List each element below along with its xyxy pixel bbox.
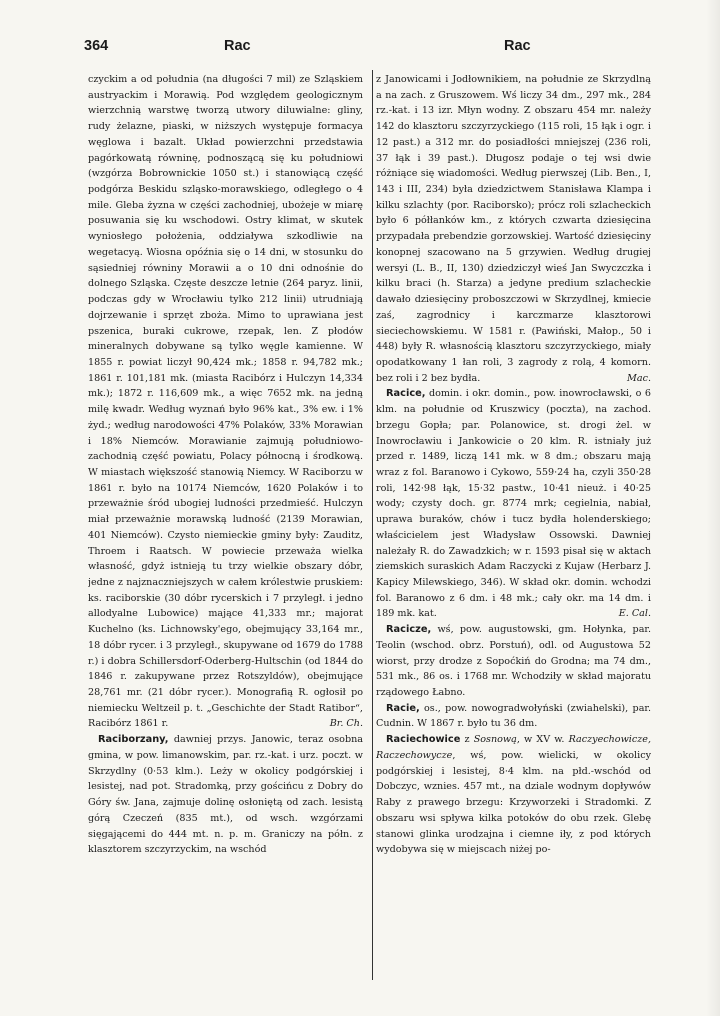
page-header	[84, 38, 646, 58]
entry-raciborzany	[88, 732, 363, 858]
column-divider	[372, 70, 373, 980]
entry-text: z	[460, 734, 474, 746]
entry-italic-name: Raczyechowicze, Raczechowycze	[376, 734, 651, 761]
entry-headword: Raciborzany,	[98, 734, 169, 746]
author-signature: E. Cal.	[618, 608, 651, 620]
entry-racicze	[376, 622, 651, 701]
entry-continuation	[88, 72, 363, 732]
entry-headword: Racie,	[386, 702, 420, 714]
entry-text: os., pow. nowogradwołyński (zwiahelski), par. Cudnin. W 1867 r. było tu 36 dm.	[376, 702, 651, 730]
right-column	[376, 72, 651, 982]
entry-headword: Racicze,	[386, 624, 432, 636]
author-signature: Mac.	[627, 372, 651, 384]
entry-headword: Racice,	[386, 388, 426, 400]
entry-text: z Janowicami i Jodłownikiem, na południe ze Skrzydlną a na zach. z Gruszowem. Wś liczy 34 dm., 297 mk., 284 rz.-kat. i 13 izr. Młyn wodny. Z obszaru 454 mr. należy 142 do klasztoru szczyrzyckiego (115 roli, 15 łąk i ogr. i 12 past.) a 312 mr. do posiadłości mniejszej (236 roli, 37 łąk i 39 past.). Długosz podaje o tej wsi dwie różniące się wiadomości. Według pierwszej (Lib. Ben., I, 143 i III, 234) była dziedzictwem Stanisława Klampa i kilku szlachty (por. Raciborsko); prócz roli szlacheckich było 6 półłanków km., z których czwarta dziesięcina przypadała prebendzie gorzowskiej. Wartość dziesięciny konopnej szacowano na 5 grzywien. Według drugiej wersyi (L. B., II, 130) dziedziczył wieś Jan Swyczczka i kilku braci (h. Starza) a jedyne predium szlacheckie dawało dziesięciny proboszczowi w Skrzydlnej, kmiecie zaś, zagrodnicy i karczmarze klasztorowi sieciechowskiemu. W 1581 r. (Pawiński, Małop., 50 i 448) były R. własnością klasztoru szczyrzyckiego, miały opodatkowany 1 łan roli, 3 zagrody z rolą, 4 komorn. bez roli i 2 bez bydła.	[376, 74, 651, 384]
entry-continuation	[376, 72, 651, 386]
entry-text: domin. i okr. domin., pow. inowrocławski, o 6 klm. na południe od Kruszwicy (poczta), na zachod. brzegu Gopła; par. Polanowice, st. drogi żel. w Inowrocławiu i Jankowicie o 20 klm. R. istniały już przed r. 1489, liczą 141 mk. w 8 dm.; obszaru mają wraz z fol. Baranowo i Cykowo, 559·24 ha, czyli 350·28 roli, 142·98 łąk, 15·32 pastw., 10·41 nieuż. i 40·25 wody; czysty doch. gr. 8774 mrk; cegielnia, nabiał, uprawa buraków, chów i tucz bydła holenderskiego; właścicielem jest Władysław Ossowski. Dawniej należały R. do Zawadzkich; w r. 1593 pisał się w aktach ziemskich suraskich Adam Raczycki z Kujaw (Herbarz J. Kapicy Milewskiego, 346). W skład okr. domin. wchodzi fol. Baranowo z 6 dm. i 48 mk.; cały okr. ma 14 dm. i 189 mk. kat.	[376, 388, 651, 620]
page-number: 364	[84, 38, 109, 54]
entry-racice	[376, 386, 651, 622]
scan-edge-shadow	[706, 0, 720, 1016]
running-head-left: Rac	[224, 38, 251, 54]
entry-raciechowice	[376, 732, 651, 858]
entry-text: , wś, pow. wielicki, w okolicy podgórskiej i lesistej, 8·4 klm. na płd.-wschód od Dobczyc, wznies. 457 mt., na dziale wodnym dopływów Raby z prawego brzegu: Krzyworzeki i Stradomki. Z obszaru wsi spływa kilka potoków do obu rzek. Glebę stanowi glinka urodzajna i ciemne iły, z pod których wydobywa się w miejscach niżej po-	[376, 749, 651, 856]
entry-text: wś, pow. augustowski, gm. Hołynka, par. Teolin (wschod. obrz. Porstuń), odl. od Augustowa 52 wiorst, przy drodze z Sopoćkiń do Grodna; ma 74 dm., 531 mk., 86 os. i 1768 mr. Wchodziły w skład majoratu rządowego Łabno.	[376, 624, 651, 699]
entry-headword: Raciechowice	[386, 734, 461, 746]
entry-italic-name: Sosnową	[473, 734, 517, 746]
running-head-right: Rac	[504, 38, 531, 54]
author-signature: Br. Ch.	[329, 718, 363, 730]
entry-racie	[376, 701, 651, 732]
entry-text: dawniej przys. Janowic, teraz osobna gmina, w pow. limanowskim, par. rz.-kat. i urz. poczt. w Skrzydlny (0·53 klm.). Leży w okolicy podgórskiej i lesistej, nad pot. Stradomką, przy gościńcu z Dobry do Góry św. Jana, zajmuje dolinę osłoniętą od zach. lesistą górą Czeczeń (835 mt.), od wsch. wzgórzami sięgającemi do 444 mt. n. p. m. Graniczy na półn. z klasztorem szczyrzyckim, na wschód	[88, 734, 363, 856]
left-column	[88, 72, 363, 982]
entry-text: , w XV w.	[516, 734, 569, 746]
entry-text: czyckim a od południa (na długości 7 mil) ze Szląskiem austryackim i Morawią. Pod względem geologicznym wierzchnią warstwę tworzą utwory diluwialne: gliny, rudy żelazne, piaski, w niższych występuje formacya węglowa i bazalt. Układ powierzchni przedstawia pagórkowatą równinę, podnoszącą się ku południowi (wzgórza Bobrownickie 1050 st.) i stanowiącą część podgórza Beskidu szląsko-morawskiego, odległego o 4 mile. Gleba żyzna w części zachodniej, ubożeje w miarę posuwania się ku wschodowi. Ostry klimat, w skutek wyniosłego położenia, oddziaływa szkodliwie na wegetacyą. Wiosna opóźnia się o 14 dni, w stosunku do sąsiedniej równiny Morawii a o 10 dni odnośnie do dolnego Szląska. Częste deszcze letnie (264 paryz. linii, podczas gdy w Wrocławiu tylko 212 linii) utrudniają dojrzewanie i sprzęt zboża. Mimo to uprawiana jest pszenica, buraki cukrowe, rzepak, len. Z płodów mineralnych dobywane są tylko węgle kamienne. W 1855 r. powiat liczył 90,424 mk.; 1858 r. 94,782 mk.; 1861 r. 101,181 mk. (miasta Racibórz i Hulczyn 14,334 mk.); 1872 r. 116,609 mk., a więc 7652 mk. na jedną milę kwadr. Według wyznań było 96% kat., 3% ew. i 1% żyd.; według narodowości 47% Polaków, 33% Morawian i 18% Niemców. Morawianie zajmują południowo-zachodnią część powiatu, Polacy północną i środkową. W miastach większość stanowią Niemcy. W Raciborzu w 1861 r. było na 10174 Niemców, 1620 Polaków i to przeważnie śród ubogiej ludności przedmieść. Hulczyn miał przeważnie morawską ludność (2139 Morawian, 401 Niemców). Czysto niemieckie gminy były: Zauditz, Throem i Raatsch. W powiecie przeważa wielka własność, gdyż istnieją tu trzy wielkie obszary dóbr, jedne z najznaczniejszych w całem królestwie pruskiem: ks. raciborskie (30 dóbr rycerskich i 7 przyległ. i jedno allodyalne Lubowice) mające 41,333 mr.; majorat Kuchelno (ks. Lichnowsky'ego, obejmujący 33,164 mr., 18 dóbr rycer. i 3 przyległ., skupywane od 1679 do 1788 r.) i dobra Schillersdorf-Oderberg-Hultschin (od 1844 do 1846 r. zakupywane przez Rotszyldów), obejmujące 28,761 mr. (21 dóbr rycer.). Monografią R. ogłosił po niemiecku Weltzeil p. t. „Geschichte der Stadt Ratibor“, Racibórz 1861 r.	[88, 74, 363, 730]
